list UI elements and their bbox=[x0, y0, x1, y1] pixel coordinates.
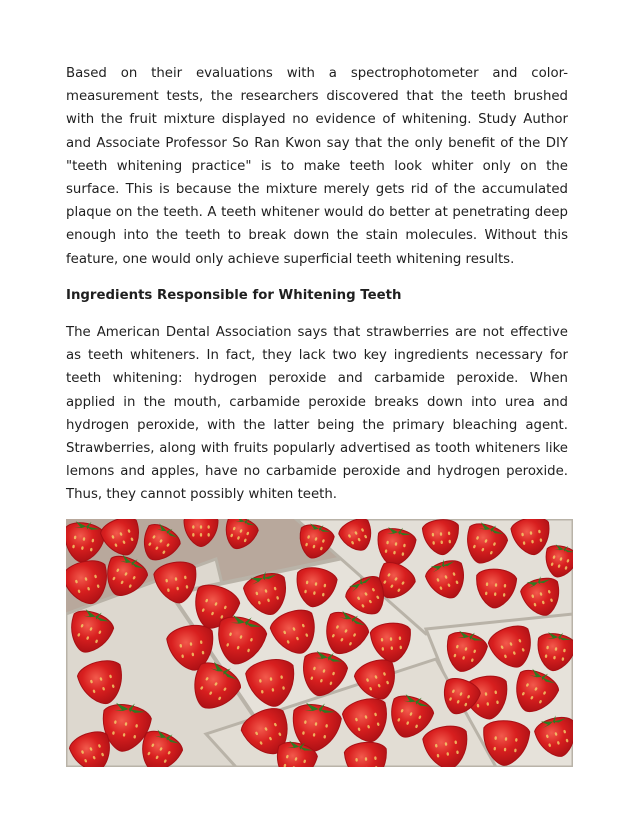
strawberries-photo bbox=[66, 519, 573, 767]
strawberry bbox=[66, 519, 107, 565]
paragraph-ada-ingredients: The American Dental Association says that strawberries are not effective as teeth whiteners. In fact, they lack two key ingredients necessary for teeth whitening: hydrogen peroxide and carbamide peroxide. When applied in the mouth, carbamide peroxide breaks down into urea and hydrogen peroxide, with the latter being the primary bleaching agent. Strawberries, along with fruits popularly advertised as tooth whiteners like lemons and apples, have no carbamide peroxide and hydrogen peroxide. Thus, they cannot possibly whiten teeth. bbox=[66, 325, 568, 503]
paragraph-evaluation-results: Based on their evaluations with a spectrophotometer and color-measurement tests, the researchers discovered that the teeth brushed with the fruit mixture displayed no evidence of whitening. Study Author and Associate Professor So Ran Kwon say that the only benefit of the DIY "teeth whitening practice" is to make teeth look whiter only on the surface. This is because the mixture merely gets rid of the accumulated plaque on the teeth. A teeth whitener would do better at penetrating deep enough into the teeth to break down the stain molecules. Without this feature, one would only achieve superficial teeth whitening results. bbox=[66, 66, 568, 267]
section-heading: Ingredients Responsible for Whitening Teeth bbox=[66, 288, 402, 303]
strawberry bbox=[184, 519, 218, 547]
strawberry bbox=[135, 519, 185, 568]
strawberry bbox=[98, 519, 146, 561]
strawberry bbox=[220, 519, 261, 554]
